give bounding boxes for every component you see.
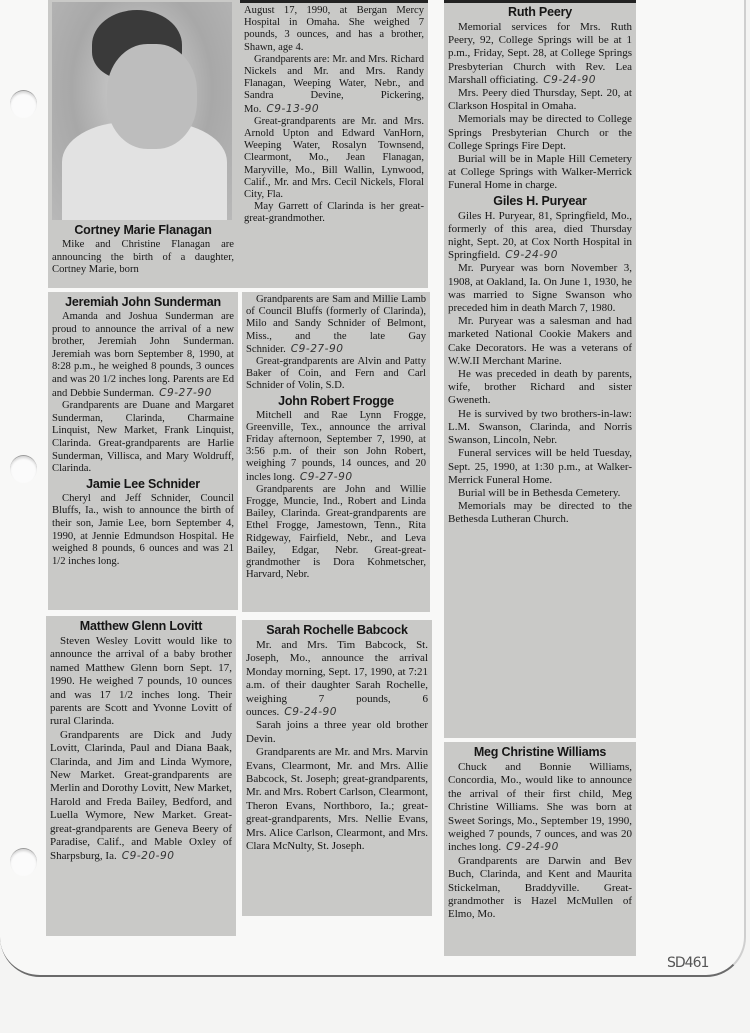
obituary-text: He is survived by two brothers-in-law: L.M. Swanson, Clarinda, and Norris Swanson, Lincoln, Nebr.	[448, 407, 632, 447]
obituary-title: Ruth Peery	[508, 5, 572, 19]
handwritten-date: C9-27-90	[299, 470, 353, 483]
obituary-text: Burial will be in Bethesda Cemetery.	[458, 486, 621, 499]
obituary-text: Burial will be in Maple Hill Cemetery at College Springs with Walker-Merrick Funeral Home in charge.	[448, 153, 632, 192]
birth-title: Meg Christine Williams	[473, 745, 607, 759]
handwritten-date: C9-27-90	[290, 342, 344, 355]
handwritten-date: C9-24-90	[506, 841, 559, 854]
great-grandparents-text: Great-grandparents are Mr. and Mrs. Arnold Upton and Edward VanHorn, Weeping Water, Rosalyn Townsend, Clearmont, Mo., Jean Flanagan, Maryville, Mo., Bill Wallin, Lynwood, Calif., Mr. and Mrs. Cecil Nickels, Floral City, Fla.	[244, 115, 424, 201]
handwritten-page-number: SD461	[667, 955, 709, 971]
obituary-text: He was preceded in death by parents, wife, brother Richard and sister Gweneth.	[448, 368, 632, 407]
handwritten-date: C9-24-90	[543, 73, 596, 86]
schnider-great-grandparents-text: Great-grandparents are Alvin and Patty Baker of Coin, and Fern and Carl Schnider of Volin, S.D.	[246, 356, 426, 392]
clipping-sunderman-schnider	[48, 292, 238, 610]
birth-title: John Robert Frogge	[278, 393, 394, 408]
punch-hole	[10, 848, 37, 876]
clipping-schnider-frogge	[242, 292, 430, 612]
baby-photo	[52, 2, 232, 220]
obituary-text: Memorials may be directed to the Bethesda Lutheran Church.	[448, 500, 632, 526]
obituary-title: Giles H. Puryear	[493, 193, 587, 208]
great-great-grandparent-text: May Garrett of Clarinda is her great-great-grandmother.	[244, 201, 424, 225]
flanagan-left-column	[48, 220, 238, 288]
schnider-announcement-text: Cheryl and Jeff Schnider, Council Bluffs, Ia., wish to announce the birth of their son, Jamie Lee, born September 4, 1990, at Jennie Edmundson Hospital. He weighed 8 pounds, 6 ounces and was 21 1/2 inches long.	[52, 492, 234, 567]
clipping-babcock	[242, 620, 432, 916]
frogge-grandparents-text: Grandparents are John and Willie Frogge, Muncie, Ind., Robert and Linda Bailey, Clarinda. Great-grandparents are Ethel Frogge, Jamestown, Tenn., Rita Ridgeway, Fairfield, Nebr., and Leva Bailey, Edgar, Nebr. Great-great-grandmother is Dora Kohmetscher, Harvard, Nebr.	[246, 483, 426, 581]
birth-title: Jeremiah John Sunderman	[65, 295, 221, 309]
announcement-text: Steven Wesley Lovitt would like to announce the arrival of a baby brother named Matthew Glenn born Sept. 17, 1990. He weighed 7 pounds, 10 ounces and was 17 1/2 inches long. Their parents are Scott and Yvonne Lovitt of rural Clarinda.	[50, 635, 232, 728]
announcement-text: Chuck and Bonnie Williams, Concordia, Mo., would like to announce the arrival of their first child, Meg Christine Williams. She was born at Sweet Sorings, Mo., September 19, 1990, weighed 7 pounds, 7 ounces, and was 20 inches long. C9-24-90	[448, 761, 632, 854]
obituary-text: Memorial services for Mrs. Ruth Peery, 92, College Springs will be at 1 p.m., Friday, Sept. 28, at College Springs Presbyterian Church with Rev. Lea Marshall officiating. C9-24-90	[448, 21, 632, 86]
flanagan-right-column	[240, 0, 428, 288]
announcement-text-end: August 17, 1990, at Bergan Mercy Hospital in Omaha. She weighed 7 pounds, 3 ounces, and has a brother, Shawn, age 4.	[244, 5, 424, 53]
birth-title: Cortney Marie Flanagan	[74, 223, 212, 237]
announcement-text: Mr. and Mrs. Tim Babcock, St. Joseph, Mo., announce the arrival Monday morning, Sept. 17, 1990, at 7:21 a.m. of their daughter Sarah Rochelle, weighing 7 pounds, 6 ounces. C9-24-90	[246, 639, 428, 719]
grandparents-text: Grandparents are Darwin and Bev Buch, Clarinda, and Kent and Maurita Stickelman, Braddyville. Great-grandmother is Hazel McMullen of Elmo, Mo.	[448, 854, 632, 921]
frogge-announcement-text: Mitchell and Rae Lynn Frogge, Greenville, Tex., announce the arrival Friday afternoon, September 7, 1990, at 3:56 p.m. of their son John Robert, weighing 7 pounds, 14 ounces, and 20 incles long. C9-27-90	[246, 409, 426, 483]
punch-hole	[10, 90, 37, 118]
announcement-text-start: Mike and Christine Flanagan are announcing the birth of a daughter, Cortney Marie, born	[52, 239, 234, 276]
column-rule	[444, 0, 636, 3]
birth-title: Sarah Rochelle Babcock	[266, 623, 408, 637]
birth-title: Matthew Glenn Lovitt	[79, 619, 203, 633]
sibling-text: Sarah joins a three year old brother Devin.	[246, 719, 428, 745]
grandparents-text: Grandparents are Mr. and Mrs. Marvin Evans, Clearmont, Mr. and Mrs. Allie Babcock, St. Joseph; great-grandparents, Mr. and Mrs. Robert Carlson, Clearmont, Theron Evans, Northboro, Ia.; great-great-grandparents, Mrs. Nellie Evans, Mrs. Alice Carlson, Clearmont, and Mrs. Clara McNulty, St. Joseph.	[246, 746, 428, 853]
grandparents-text: Grandparents are: Mr. and Mrs. Richard Nickels and Mr. and Mrs. Randy Flanagan, Weeping Water, Nebr., and Sandra Devine, Pickering, Mo. C9-13-90	[244, 53, 424, 115]
column-rule	[240, 0, 428, 3]
clipping-williams	[444, 742, 636, 956]
obituary-text: Giles H. Puryear, 81, Springfield, Mo., formerly of this area, died Thursday night, Sept. 20, at Cox North Hospital in Springfield. C9-24-90	[448, 209, 632, 262]
punch-hole	[10, 455, 37, 483]
obituary-text: Funeral services will be held Tuesday, Sept. 25, 1990, at 1:30 p.m., at Walker-Merrick Funeral Home.	[448, 447, 632, 486]
clipping-lovitt	[46, 616, 236, 936]
obituary-text: Memorials may be directed to College Springs Presbyterian Church or the College Springs Fire Dept.	[448, 113, 632, 152]
handwritten-date: C9-24-90	[505, 249, 558, 262]
announcement-text: Amanda and Joshua Sunderman are proud to announce the arrival of a new brother, Jeremiah John Sunderman. Jeremiah was born September 8, 1990, at 8:28 p.m., he weighed 8 pounds, 3 ounces and was 20 1/2 inches long. Parents are Ed and Debbie Sunderman. C9-27-90	[52, 311, 234, 399]
grandparents-text: Grandparents are Duane and Margaret Sunderman, Clarinda, Charmaine Linquist, New Market, Frank Linquist, Clarinda. Great-grandparents are Harlie Sunderman, Villisca, and Mary Woldruff, Clarinda.	[52, 400, 234, 475]
clipping-obituaries	[444, 0, 636, 738]
grandparents-text: Grandparents are Dick and Judy Lovitt, Clarinda, Paul and Diana Baak, Clarinda, and Jim and Linda Wymore, New Market. Great-grandparents are Merlin and Dorothy Lovitt, New Market, Harold and Freda Bailey, Bedford, and Luella Wymore, New Market. Great-great-grandparents are Geneva Beery of Paradise, Calif., and Mable Oxley of Sharpsburg, Ia. C9-20-90	[50, 728, 232, 862]
obituary-text: Mr. Puryear was a salesman and had marketed National Cookie Makers and Cake Decorators. He was a veterans of W.W.II Merchant Marine.	[448, 315, 632, 367]
handwritten-date: C9-24-90	[284, 706, 338, 719]
obituary-text: Mr. Puryear was born November 3, 1908, at Oakland, Ia. On June 1, 1930, he was married to Signe Swanson who preceded him in death March 7, 1980.	[448, 262, 632, 315]
schnider-grandparents-text: Grandparents are Sam and Millie Lamb of Council Bluffs (formerly of Clarinda), Milo and Sandy Schnider of Belmont, Miss., and the late Gay Schnider. C9-27-90	[246, 294, 426, 355]
obituary-text: Mrs. Peery died Thursday, Sept. 20, at Clarkson Hospital in Omaha.	[448, 87, 632, 113]
handwritten-date: C9-27-90	[159, 386, 212, 399]
handwritten-date: C9-20-90	[121, 849, 175, 862]
birth-title: Jamie Lee Schnider	[86, 476, 200, 491]
handwritten-date: C9-13-90	[266, 102, 320, 115]
